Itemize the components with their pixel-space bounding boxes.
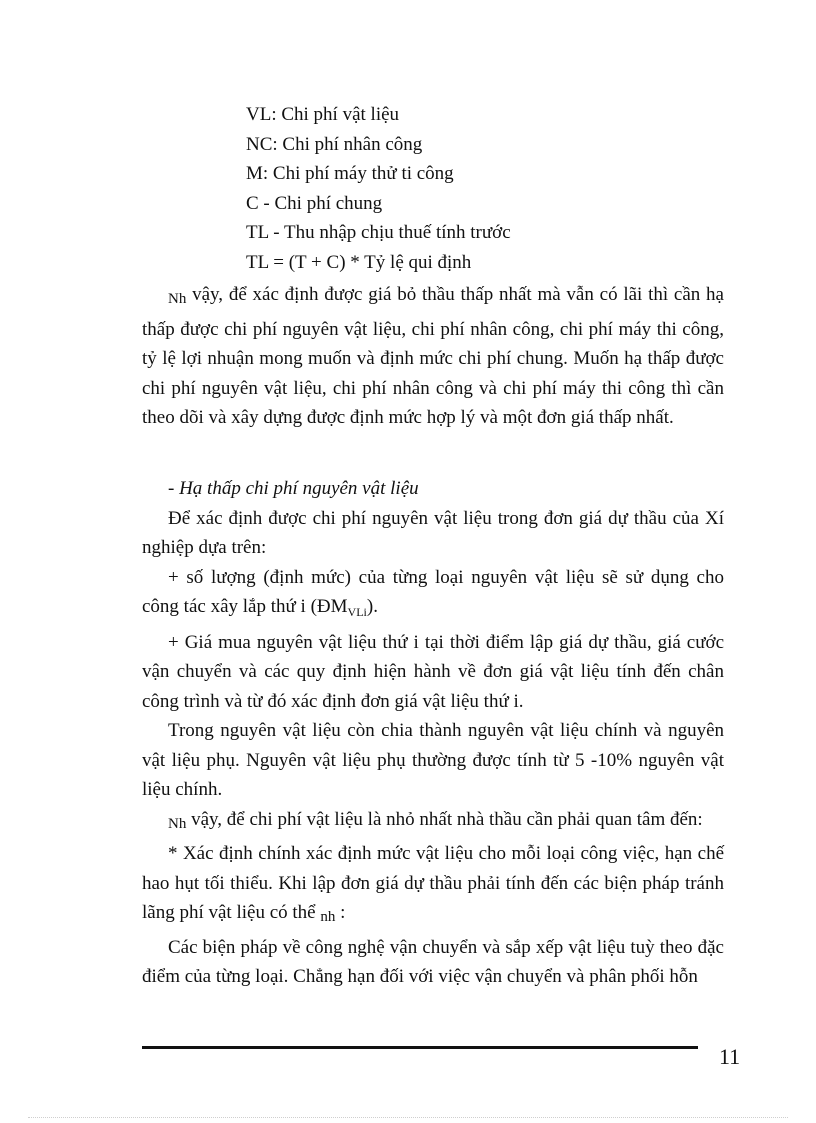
- norm-paragraph: [142, 839, 724, 933]
- formula-tl: TL = (T + C) * Tỷ lệ qui định: [246, 251, 472, 273]
- garbled-prefix: Nh: [168, 291, 187, 307]
- footer-rule: [142, 1046, 698, 1049]
- attention-paragraph: [142, 805, 724, 840]
- summary-paragraph-block: [142, 280, 724, 433]
- definition-c: C - Chi phí chung: [246, 192, 383, 214]
- transport-paragraph: Các biện pháp về công nghệ vận chuyển và sắp xếp vật liệu tuỳ theo đặc điểm của từng loại. Chẳng hạn đối với việc vận chuyển và phân phối hỗn: [142, 936, 724, 987]
- quantity-subscript: VLi: [347, 605, 367, 619]
- definition-nc: NC: Chi phí nhân công: [246, 133, 423, 155]
- norm-text-end: :: [335, 902, 346, 923]
- page-number: 11: [719, 1044, 741, 1069]
- section-heading: - Hạ thấp chi phí nguyên vật liệu: [168, 478, 419, 499]
- definitions-list: [246, 100, 511, 277]
- quantity-text: + số lượng (định mức) của từng loại nguyên vật liệu sẽ sử dụng cho công tác xây lắp thứ i (ĐM: [142, 566, 724, 617]
- quantity-paragraph: [142, 563, 724, 628]
- summary-paragraph: [142, 280, 724, 433]
- definition-tl: TL - Thu nhập chịu thuế tính trước: [246, 222, 511, 243]
- definition-m: M: Chi phí máy thử ti công: [246, 163, 454, 184]
- page-bottom-divider: [28, 1117, 788, 1118]
- definition-vl: VL: Chi phí vật liệu: [246, 104, 400, 125]
- quantity-text-end: ).: [366, 596, 378, 617]
- garbled-prefix: Nh: [168, 815, 187, 832]
- material-cost-section: [142, 474, 724, 992]
- intro-paragraph: Để xác định được chi phí nguyên vật liệu trong đơn giá dự thầu của Xí nghiệp dựa trên:: [142, 507, 724, 558]
- garbled-text: nh: [320, 909, 336, 925]
- material-types-paragraph: Trong nguyên vật liệu còn chia thành nguyên vật liệu chính và nguyên vật liệu phụ. Nguyên vật liệu phụ thường được tính từ 5 -10% nguyên vật liệu chính.: [142, 720, 724, 800]
- summary-text: vậy, để xác định được giá bỏ thầu thấp nhất mà vẫn có lãi thì cần hạ thấp được chi phí nguyên vật liệu, chi phí nhân công, chi phí máy thi công, tỷ lệ lợi nhuận mong muốn và định mức chi phí chung. Muốn hạ thấp được chi phí nguyên vật liệu, chi phí nhân công và chi phí máy thi công thì cần theo dõi và xây dựng được định mức hợp lý và một đơn giá thấp nhất.: [142, 284, 724, 428]
- attention-text: vậy, để chi phí vật liệu là nhỏ nhất nhà thầu cần phải quan tâm đến:: [186, 808, 703, 830]
- price-paragraph: + Giá mua nguyên vật liệu thứ i tại thời điểm lập giá dự thầu, giá cước vận chuyển và các quy định hiện hành về đơn giá vật liệu tính đến chân công trình và từ đó xác định đơn giá vật liệu thứ i.: [142, 631, 724, 712]
- norm-text: * Xác định chính xác định mức vật liệu cho mỗi loại công việc, hạn chế hao hụt tối thiểu. Khi lập đơn giá dự thầu phải tính đến các biện pháp tránh lãng phí vật liệu có thể: [142, 843, 724, 923]
